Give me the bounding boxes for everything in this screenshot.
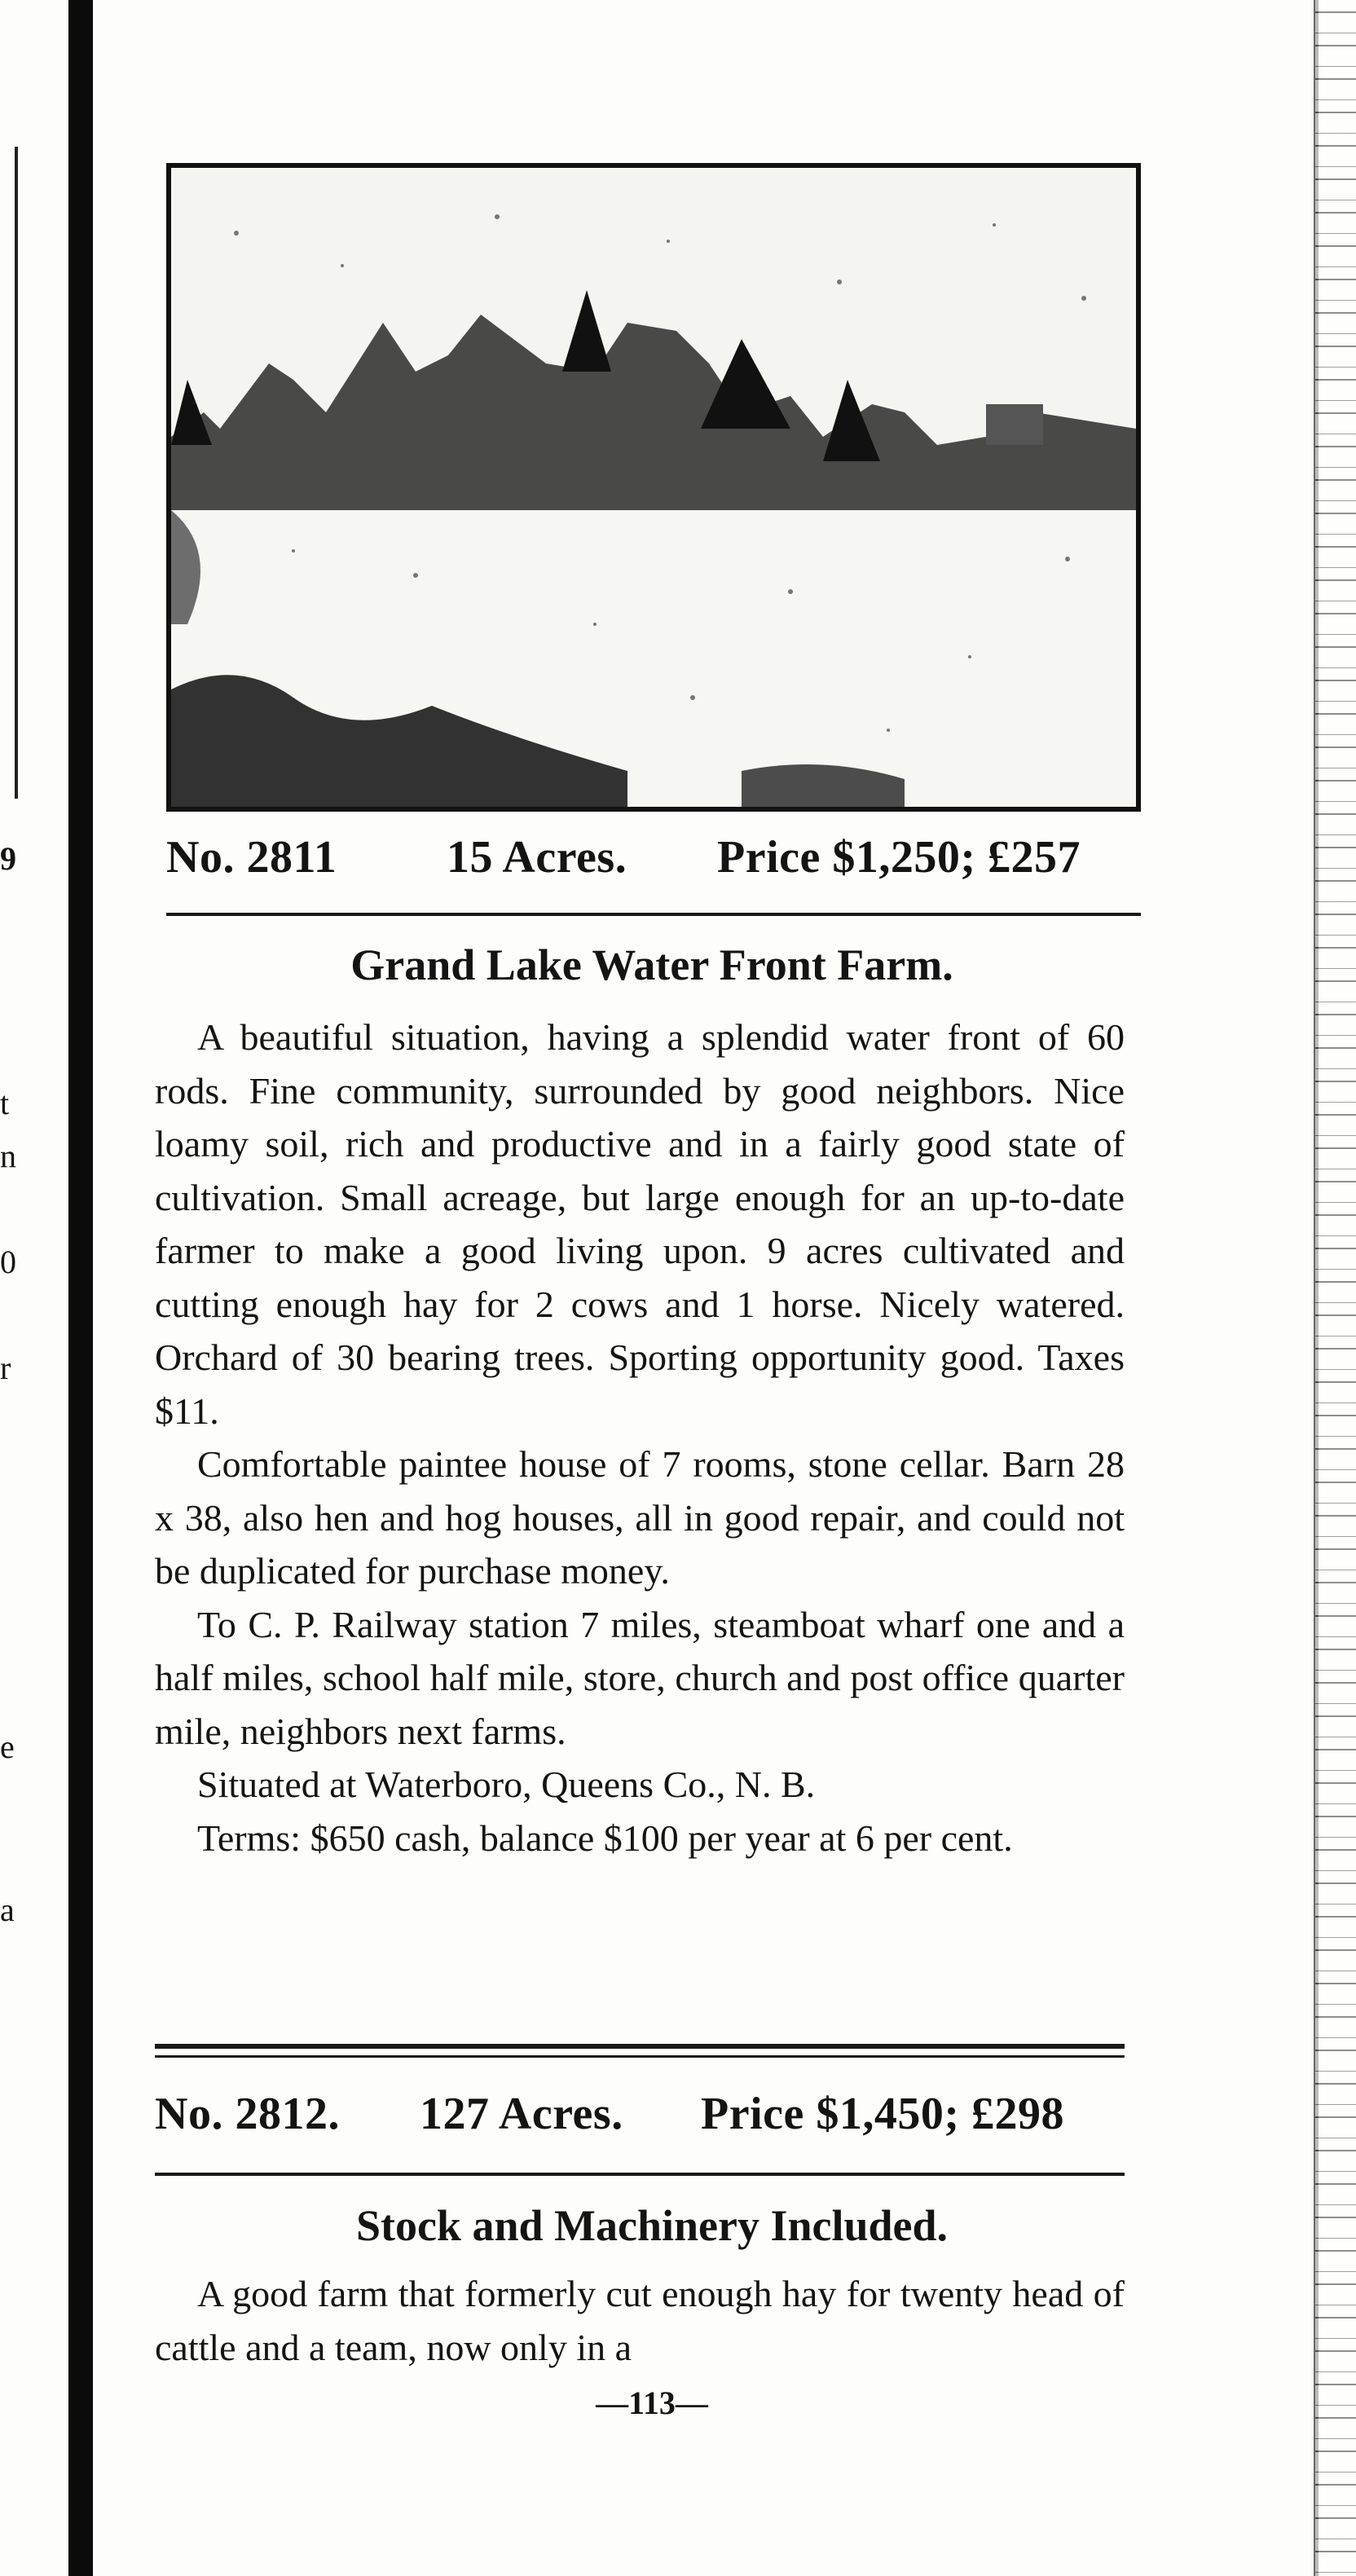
previous-page-fragment: 0: [0, 1244, 16, 1280]
listing-description: [155, 2267, 1125, 2374]
previous-page-fragment: e: [0, 1728, 15, 1765]
section-divider: [155, 2055, 1125, 2058]
previous-page-fragment: 9: [0, 840, 16, 877]
listing-number: No. 2811: [166, 832, 337, 883]
listing-description: [155, 1011, 1125, 1865]
previous-page-fragment: r: [0, 1350, 11, 1386]
listing-heading: Grand Lake Water Front Farm.: [350, 940, 953, 989]
page-number: —113—: [596, 2384, 708, 2421]
description-paragraph: Terms: $650 cash, balance $100 per year at 6 per cent.: [197, 1816, 1013, 1859]
description-paragraph: Situated at Waterboro, Queens Co., N. B.: [197, 1764, 816, 1805]
section-divider: [155, 2173, 1125, 2176]
listing-acres: 15 Acres.: [447, 832, 627, 883]
right-edge-damage: [1315, 0, 1356, 2576]
description-paragraph: Comfortable paintee house of 7 rooms, stone cellar. Barn 28 x 38, also hen and hog houses, all in good repair, and could not be duplicated for purchase money.: [155, 1443, 1125, 1592]
description-paragraph: A beautiful situation, having a splendid water front of 60 rods. Fine community, surrounded by good neighbors. Nice loamy soil, rich and productive and in a fairly good state of cultivation. Small acreage, but large enough for an up-to-date farmer to make a good living upon. 9 acres cultivated and cutting enough hay for 2 cows and 1 horse. Nicely watered. Orchard of 30 bearing trees. Sporting opportunity good. Taxes $11.: [155, 1016, 1125, 1432]
section-divider: [166, 913, 1141, 916]
description-paragraph: To C. P. Railway station 7 miles, steamboat wharf one and a half miles, school half mile, store, church and post office quarter mile, neighbors next farms.: [155, 1603, 1125, 1752]
listing-heading: Stock and Machinery Included.: [355, 2201, 949, 2250]
section-divider: [155, 2044, 1125, 2049]
listing-number: No. 2812.: [155, 2089, 340, 2139]
previous-page-fragment: t: [0, 1085, 10, 1121]
farm-photograph: [166, 163, 1141, 812]
listing-price: Price $1,250; £257: [717, 832, 1081, 883]
description-paragraph: A good farm that formerly cut enough hay for twenty head of cattle and a team, now only in a: [155, 2273, 1125, 2368]
listing-acres: 127 Acres.: [420, 2089, 623, 2139]
book-binding: [68, 0, 93, 2576]
previous-page-fragment: a: [0, 1891, 15, 1928]
farm-photograph-scene: [171, 168, 1136, 807]
previous-page-edge: [0, 147, 18, 799]
listing-price: Price $1,450; £298: [701, 2089, 1064, 2139]
previous-page-fragment: n: [0, 1138, 16, 1174]
